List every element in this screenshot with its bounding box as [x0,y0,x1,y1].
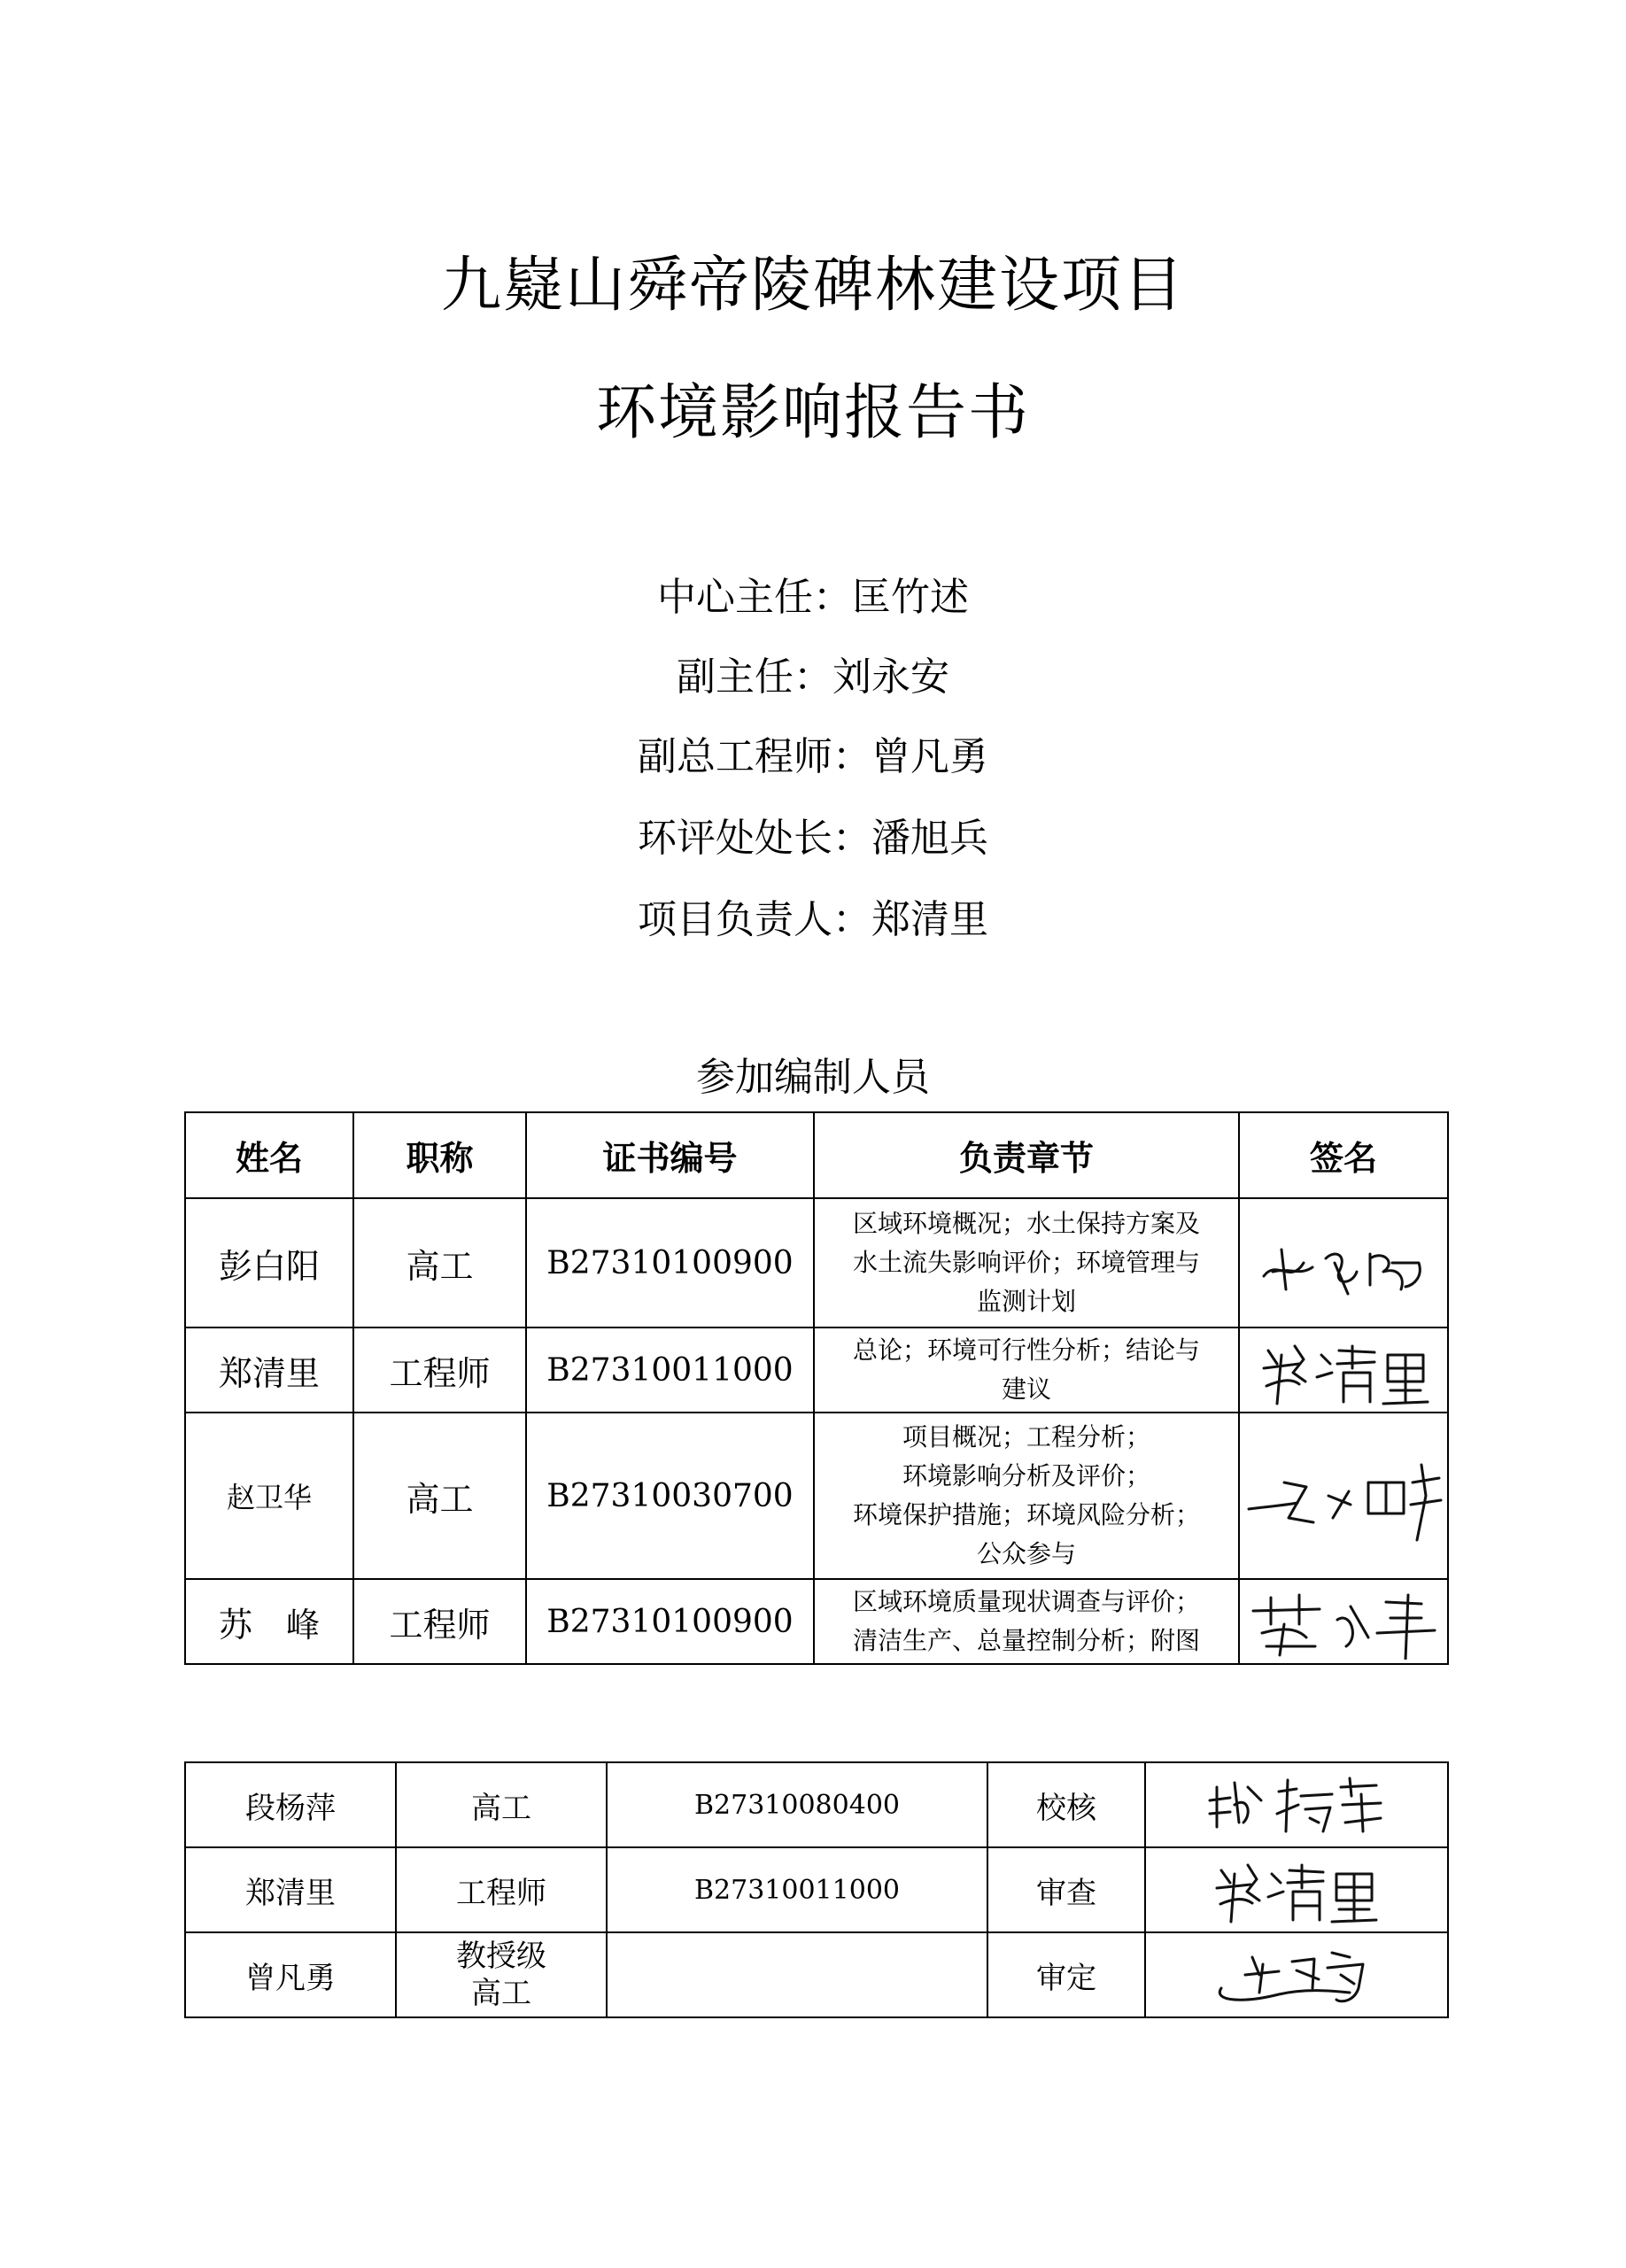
person-title: 工程师 [353,1328,526,1413]
person-name: 苏 峰 [185,1579,353,1664]
chapter-line: 公众参与 [976,1539,1076,1568]
header-signature: 签名 [1239,1112,1448,1198]
handwritten-signature-zeng-fanyong [1208,1939,1385,2010]
person-title: 高工 [353,1198,526,1328]
header-name: 姓名 [185,1112,353,1198]
signature-cell [1239,1413,1448,1579]
reviewer-role: 审查 [987,1847,1145,1932]
person-chapters [814,1198,1239,1328]
staff-label: 项目负责人： [638,897,871,942]
staff-label: 中心主任： [657,575,852,620]
table-row [185,1932,1448,2017]
title-line: 高工 [471,1976,531,2011]
signature-cell [1145,1932,1448,2017]
handwritten-signature-duan-yangping [1199,1769,1394,1840]
staff-label: 环评处处长： [638,816,871,861]
person-title: 高工 [353,1413,526,1579]
staff-name: 刘永安 [832,654,949,700]
header-cert: 证书编号 [526,1112,814,1198]
table-row [185,1847,1448,1932]
signature-cell [1145,1847,1448,1932]
handwritten-signature-zhao-weihua [1244,1443,1444,1549]
person-cert: B27310100900 [526,1198,814,1328]
person-name: 彭白阳 [185,1198,353,1328]
reviewer-role: 审定 [987,1932,1145,2017]
signature-cell [1239,1579,1448,1664]
table-row [185,1413,1448,1579]
reviewer-name: 段杨萍 [185,1762,396,1847]
person-cert: B27310100900 [526,1579,814,1664]
signature-cell [1239,1198,1448,1328]
staff-eia-head [0,806,1626,863]
staff-label: 副总工程师： [638,734,871,779]
reviewer-title: 工程师 [396,1847,607,1932]
reviewers-table [184,1761,1449,2018]
table-row [185,1198,1448,1328]
chapter-line: 环境保护措施；环境风险分析； [852,1500,1200,1529]
staff-deputy-chief-engineer [0,724,1626,781]
report-title-line1: 九嶷山舜帝陵碑林建设项目 [440,251,1185,321]
table-row [185,1762,1448,1847]
chapter-line: 监测计划 [976,1287,1076,1316]
reviewer-title: 高工 [396,1762,607,1847]
person-title: 工程师 [353,1579,526,1664]
staff-director [0,565,1626,622]
person-cert: B27310011000 [526,1328,814,1413]
handwritten-signature-su-feng [1244,1584,1444,1660]
signature-cell [1239,1328,1448,1413]
report-title-line2: 环境影响报告书 [595,378,1030,448]
staff-name: 郑清里 [871,897,988,942]
reviewer-name: 曾凡勇 [185,1932,396,2017]
chapter-line: 清洁生产、总量控制分析；附图 [852,1626,1200,1655]
header-title: 职称 [353,1112,526,1198]
table-header-row [185,1112,1448,1198]
title-line: 教授级 [456,1939,546,1974]
table-row [185,1579,1448,1664]
person-cert: B27310030700 [526,1413,814,1579]
header-chapters: 负责章节 [814,1112,1239,1198]
chapter-line: 环境影响分析及评价； [902,1461,1150,1490]
staff-name: 潘旭兵 [871,816,988,861]
signature-cell [1145,1762,1448,1847]
reviewer-cert [607,1932,987,2017]
staff-name: 曾凡勇 [871,734,988,779]
handwritten-signature-peng-baiyang [1250,1223,1436,1303]
person-chapters [814,1579,1239,1664]
staff-label: 副主任： [677,654,832,700]
chapter-line: 水土流失影响评价；环境管理与 [852,1248,1200,1277]
table-row [185,1328,1448,1413]
person-name: 赵卫华 [185,1413,353,1579]
reviewer-name: 郑清里 [185,1847,396,1932]
chapter-line: 总论；环境可行性分析；结论与 [852,1335,1200,1365]
compilers-caption: 参加编制人员 [696,1055,930,1100]
staff-deputy-director [0,645,1626,701]
staff-name: 匡竹述 [852,575,969,620]
person-chapters [814,1413,1239,1579]
handwritten-signature-zheng-qingli [1250,1333,1436,1408]
handwritten-signature-zheng-qingli-2 [1208,1854,1385,1925]
staff-project-lead [0,887,1626,944]
reviewer-cert: B27310080400 [607,1762,987,1847]
chapter-line: 建议 [1001,1374,1051,1404]
chapter-line: 区域环境概况；水土保持方案及 [852,1209,1200,1238]
chapter-line: 项目概况；工程分析； [902,1422,1150,1451]
reviewer-title [396,1932,607,2017]
person-name: 郑清里 [185,1328,353,1413]
reviewer-role: 校核 [987,1762,1145,1847]
compilers-table [184,1111,1449,1665]
reviewer-cert: B27310011000 [607,1847,987,1932]
person-chapters [814,1328,1239,1413]
chapter-line: 区域环境质量现状调查与评价； [852,1587,1200,1616]
